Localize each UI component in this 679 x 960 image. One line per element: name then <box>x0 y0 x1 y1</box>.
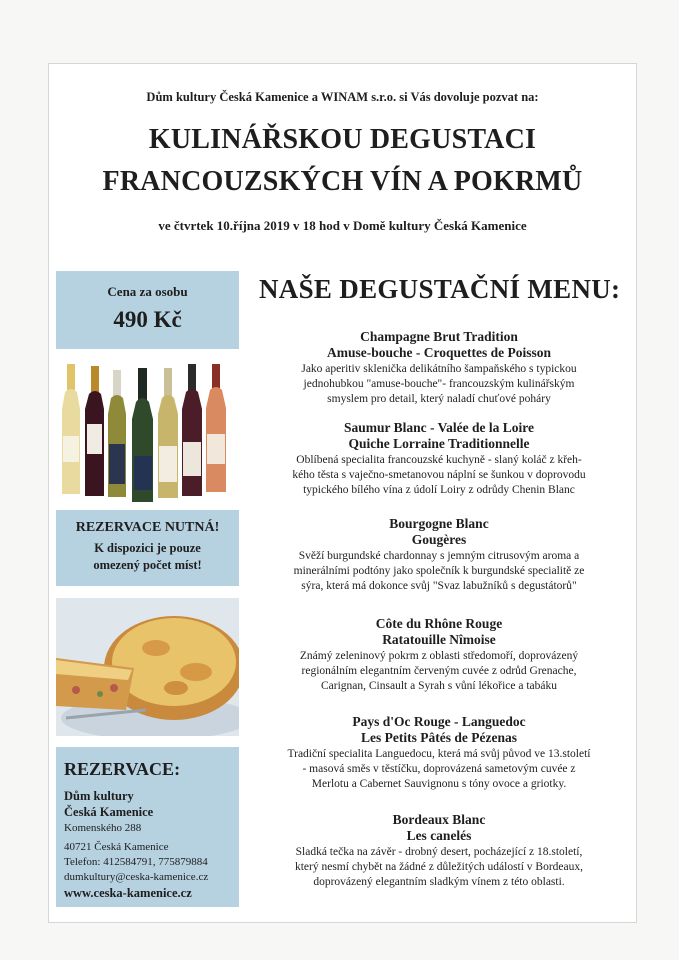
menu-title: NAŠE DEGUSTAČNÍ MENU: <box>259 274 621 304</box>
course-description-line: doprovázený elegantním sladkým vínem z této oblasti. <box>313 876 565 888</box>
contact-street: Komenského 288 <box>64 822 142 834</box>
course-dish: Gougères <box>411 532 467 547</box>
menu-course <box>249 329 629 407</box>
menu-course <box>249 616 629 694</box>
course-dish: Quiche Lorraine Traditionnelle <box>348 436 530 451</box>
course-description <box>249 845 629 890</box>
course-wine: Pays d'Oc Rouge - Languedoc <box>352 714 526 729</box>
course-wine: Bordeaux Blanc <box>392 812 486 827</box>
contact-email: dumkultury@ceska-kamenice.cz <box>64 871 209 883</box>
event-title-line1: KULINÁŘSKOU DEGUSTACI <box>148 124 537 155</box>
reservation-note-line2: omezený počet míst! <box>93 558 202 572</box>
menu-course <box>249 516 629 594</box>
invitation-sheet <box>48 63 637 923</box>
course-description-line: - masová směs v těstíčku, doprovázená sametovým cuvée z <box>302 763 576 775</box>
course-dish: Les Petits Pâtés de Pézenas <box>361 730 517 745</box>
menu-course <box>249 812 629 890</box>
quiche-image <box>56 598 239 736</box>
course-dish: Les canelés <box>406 828 472 843</box>
invite-line: Dům kultury Česká Kamenice a WINAM s.r.o. si Vás dovoluje pozvat na: <box>146 90 539 104</box>
course-description-line: Známý zeleninový pokrm z oblasti středomoří, doprovázený <box>299 650 579 662</box>
contact-web: www.ceska-kamenice.cz <box>64 886 192 900</box>
reservation-note-title: REZERVACE NUTNÁ! <box>75 520 220 535</box>
course-description-line: jednohubkou "amuse-bouche"- francouzským kulinářským <box>303 378 575 390</box>
wine-bottles-image <box>56 364 239 504</box>
course-description-line: minerálními podtóny jako společník k burgundské specialitě ze <box>293 565 585 577</box>
course-description-line: kého těsta s vaječno-smetanovou náplní se šunkou v doprovodu <box>292 469 586 481</box>
menu-course <box>249 420 629 498</box>
course-description <box>249 362 629 407</box>
contact-city: 40721 Česká Kamenice <box>64 841 169 853</box>
contact-box <box>56 747 239 907</box>
course-wine: Champagne Brut Tradition <box>360 329 518 344</box>
course-description-line: smyslem pro detail, který naladí chuťové poháry <box>327 393 551 405</box>
price-label: Cena za osobu <box>107 284 188 299</box>
course-dish: Ratatouille Nîmoise <box>382 632 496 647</box>
course-description <box>249 549 629 594</box>
contact-phone: Telefon: 412584791, 775879884 <box>64 856 208 868</box>
course-wine: Bourgogne Blanc <box>389 516 489 531</box>
course-description <box>249 747 629 792</box>
price-value: 490 Kč <box>113 307 182 332</box>
menu-course <box>249 714 629 792</box>
course-description <box>249 453 629 498</box>
reservation-note-box <box>56 510 239 586</box>
contact-org-line2: Česká Kamenice <box>64 805 154 819</box>
course-dish: Amuse-bouche - Croquettes de Poisson <box>326 345 551 360</box>
event-date-place: ve čtvrtek 10.října 2019 v 18 hod v Domě kultury Česká Kamenice <box>158 218 527 233</box>
contact-org-line1: Dům kultury <box>64 789 134 803</box>
course-description <box>249 649 629 694</box>
course-description-line: Sladká tečka na závěr - drobný desert, pocházející z 18.století, <box>295 846 583 858</box>
price-box <box>56 271 239 349</box>
course-description-line: Jako aperitiv sklenička delikátního šampaňského s typickou <box>301 363 577 375</box>
course-description-line: který nesmí chybět na žádné z důležitých událostí v Bordeaux, <box>294 861 584 873</box>
course-description-line: Carignan, Cinsault a Syrah s vůní lékořice a tabáku <box>320 680 557 692</box>
contact-title: REZERVACE: <box>64 759 181 779</box>
course-description-line: Oblíbená specialita francouzské kuchyně - slaný koláč z křeh- <box>296 454 582 466</box>
course-description-line: Tradiční specialita Languedocu, která má svůj původ ve 13.století <box>287 748 591 760</box>
course-description-line: typického bílého vína z údolí Loiry z odrůdy Chenin Blanc <box>303 484 575 496</box>
course-description-line: Svěží burgundské chardonnay s jemným citrusovým aroma a <box>298 550 580 562</box>
course-wine: Saumur Blanc - Valée de la Loire <box>343 420 534 435</box>
event-title-line2: FRANCOUZSKÝCH VÍN A POKRMŮ <box>102 166 583 197</box>
course-description-line: regionálním elegantním červeným cuvée z odrůd Grenache, <box>301 665 577 677</box>
course-wine: Côte du Rhône Rouge <box>375 616 503 631</box>
course-description-line: Merlotu a Cabernet Sauvignonu s tóny ovoce a griotky. <box>311 778 567 790</box>
reservation-note-line1: K dispozici je pouze <box>94 541 201 555</box>
course-description-line: sýra, která má dokonce svůj "Svaz labužníků s degustátorů" <box>301 580 577 592</box>
